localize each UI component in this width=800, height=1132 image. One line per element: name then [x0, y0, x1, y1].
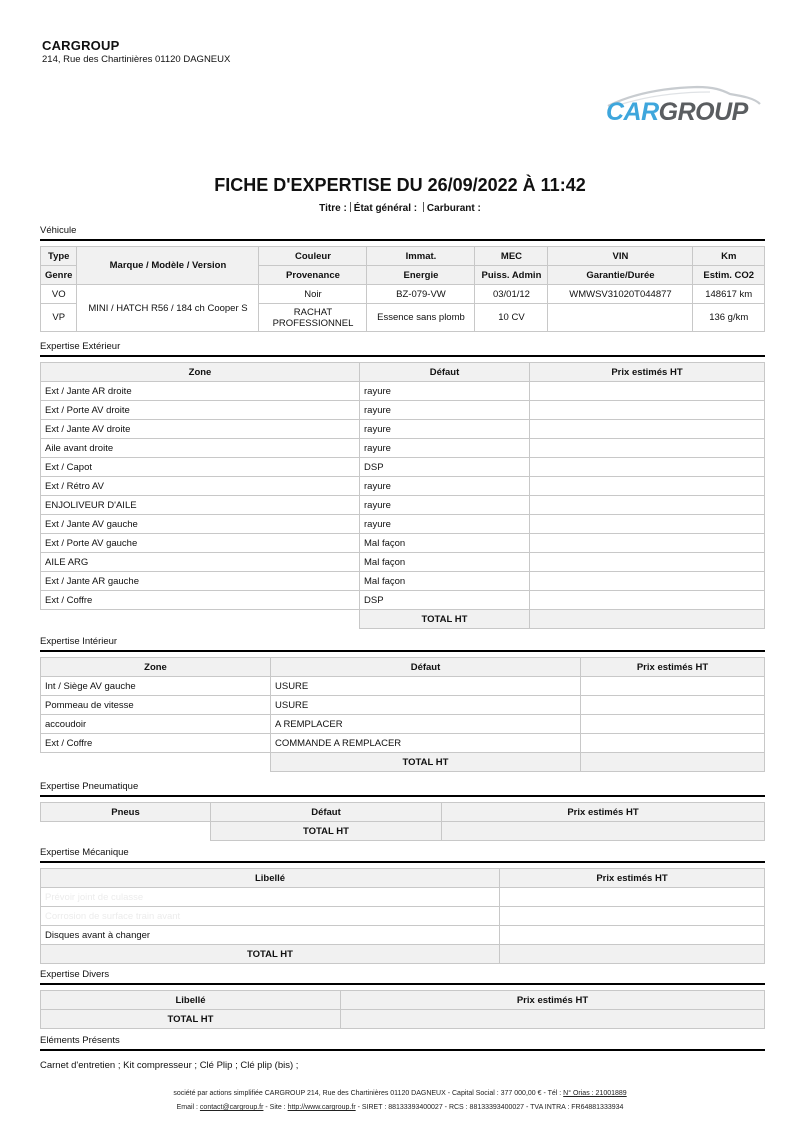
table-row [41, 439, 765, 458]
zone-cell: Int / Siège AV gauche [41, 677, 271, 696]
table-row [41, 420, 765, 439]
prix-cell [530, 458, 765, 477]
defaut-cell: DSP [360, 591, 530, 610]
prix-cell [530, 382, 765, 401]
prix-cell [500, 888, 765, 907]
prix-cell [500, 926, 765, 945]
immat-value: BZ-079-VW [367, 285, 475, 304]
col-immat: Immat. [367, 247, 475, 266]
section-title: Expertise Extérieur [40, 341, 765, 357]
divers-table [40, 990, 765, 1029]
prix-cell [530, 439, 765, 458]
vin-value: WMWSV31020T044877 [548, 285, 693, 304]
logo-group-text: GROUP [658, 98, 748, 126]
document-subtitle [0, 202, 800, 214]
company-header [42, 38, 230, 65]
defaut-cell: A REMPLACER [271, 715, 581, 734]
total-value [442, 822, 765, 841]
site-label: - Site : [263, 1104, 288, 1111]
col-garantie: Garantie/Durée [548, 266, 693, 285]
email-label: Email : [176, 1104, 200, 1111]
col-couleur: Couleur [259, 247, 367, 266]
elements-section [40, 1035, 765, 1071]
defaut-cell: USURE [271, 677, 581, 696]
header-row [41, 658, 765, 677]
table-row [41, 496, 765, 515]
puissance-value: 10 CV [475, 304, 548, 332]
defaut-cell: rayure [360, 496, 530, 515]
divers-section [40, 969, 765, 1029]
total-row [41, 945, 765, 964]
libelle-cell: Prévoir joint de culasse [41, 888, 500, 907]
mecanique-table [40, 868, 765, 964]
footer-line-2 [0, 1101, 800, 1115]
prix-cell [530, 420, 765, 439]
col-mec: MEC [475, 247, 548, 266]
table-row [41, 401, 765, 420]
libelle-cell: Disques avant à changer [41, 926, 500, 945]
total-label: TOTAL HT [41, 945, 500, 964]
table-row [41, 734, 765, 753]
logo-car-text: CAR [606, 98, 659, 126]
col-prix: Prix estimés HT [500, 869, 765, 888]
prix-cell [581, 696, 765, 715]
col-prix: Prix estimés HT [581, 658, 765, 677]
vehicule-section [40, 225, 765, 332]
total-label: TOTAL HT [360, 610, 530, 629]
defaut-cell: rayure [360, 439, 530, 458]
section-title: Expertise Mécanique [40, 847, 765, 863]
table-row [41, 458, 765, 477]
footer-company-info: société par actions simplifiée CARGROUP 214, Rue des Chartinières 01120 DAGNEUX - Capital Social : 377 000,00 € - Tél : [173, 1090, 564, 1097]
table-row [41, 477, 765, 496]
total-value [581, 753, 765, 772]
section-title: Expertise Divers [40, 969, 765, 985]
col-defaut: Défaut [360, 363, 530, 382]
total-row [41, 610, 765, 629]
pneumatique-table [40, 802, 765, 841]
table-row [41, 926, 765, 945]
defaut-cell: Mal façon [360, 534, 530, 553]
table-row [41, 696, 765, 715]
col-pneus: Pneus [41, 803, 211, 822]
prix-cell [581, 734, 765, 753]
table-row [41, 888, 765, 907]
energie-value: Essence sans plomb [367, 304, 475, 332]
prix-cell [530, 534, 765, 553]
mec-value: 03/01/12 [475, 285, 548, 304]
document-title: FICHE D'EXPERTISE DU 26/09/2022 À 11:42 [214, 175, 586, 195]
col-provenance: Provenance [259, 266, 367, 285]
total-row [41, 822, 765, 841]
defaut-cell: Mal façon [360, 553, 530, 572]
col-km: Km [693, 247, 765, 266]
zone-cell: Ext / Jante AV droite [41, 420, 360, 439]
col-prix: Prix estimés HT [341, 991, 765, 1010]
company-name: CARGROUP [42, 38, 120, 53]
elements-list: Carnet d'entretien ; Kit compresseur ; Clé Plip ; Clé plip (bis) ; [40, 1060, 299, 1071]
section-title: Expertise Intérieur [40, 636, 765, 652]
zone-cell: accoudoir [41, 715, 271, 734]
defaut-cell: COMMANDE A REMPLACER [271, 734, 581, 753]
orias-link[interactable]: N° Orias : 21001889 [563, 1090, 627, 1097]
zone-cell: Ext / Porte AV gauche [41, 534, 360, 553]
col-co2: Estim. CO2 [693, 266, 765, 285]
separator [423, 202, 424, 212]
prix-cell [530, 515, 765, 534]
footer-registration: - SIRET : 88133393400027 - RCS : 88133393400027 - TVA INTRA : FR64881333934 [355, 1104, 624, 1111]
blank-cell [41, 753, 271, 772]
zone-cell: Ext / Jante AR gauche [41, 572, 360, 591]
interieur-table [40, 657, 765, 772]
type-value: VO [41, 285, 77, 304]
vehicule-table [40, 246, 765, 332]
zone-cell: AILE ARG [41, 553, 360, 572]
zone-cell: Ext / Coffre [41, 591, 360, 610]
couleur-value: Noir [259, 285, 367, 304]
interieur-section [40, 636, 765, 772]
table-row [41, 907, 765, 926]
zone-cell: ENJOLIVEUR D'AILE [41, 496, 360, 515]
defaut-cell: USURE [271, 696, 581, 715]
modele-value: MINI / HATCH R56 / 184 ch Cooper S [77, 285, 259, 332]
table-row [41, 515, 765, 534]
km-value: 148617 km [693, 285, 765, 304]
header-row [41, 247, 765, 266]
prix-cell [500, 907, 765, 926]
defaut-cell: rayure [360, 401, 530, 420]
footer-line-1 [0, 1087, 800, 1101]
defaut-cell: rayure [360, 477, 530, 496]
col-libelle: Libellé [41, 869, 500, 888]
email-link[interactable]: contact@cargroup.fr [199, 1104, 264, 1111]
table-row [41, 715, 765, 734]
table-row [41, 534, 765, 553]
pneumatique-section [40, 781, 765, 841]
total-value [500, 945, 765, 964]
zone-cell: Ext / Capot [41, 458, 360, 477]
header-row [41, 991, 765, 1010]
zone-cell: Ext / Jante AV gauche [41, 515, 360, 534]
section-title: Expertise Pneumatique [40, 781, 765, 797]
table-row [41, 677, 765, 696]
separator [350, 202, 351, 212]
header-row [41, 803, 765, 822]
defaut-cell: Mal façon [360, 572, 530, 591]
mecanique-section [40, 847, 765, 964]
table-row [41, 382, 765, 401]
libelle-cell: Corrosion de surface train avant [41, 907, 500, 926]
col-defaut: Défaut [271, 658, 581, 677]
header-row [41, 869, 765, 888]
page-footer [0, 1087, 800, 1115]
table-row [41, 285, 765, 304]
prix-cell [530, 496, 765, 515]
company-address: 214, Rue des Chartinières 01120 DAGNEUX [42, 54, 231, 65]
col-energie: Energie [367, 266, 475, 285]
blank-cell [41, 610, 360, 629]
exterieur-section [40, 341, 765, 629]
prix-cell [581, 677, 765, 696]
prix-cell [530, 401, 765, 420]
table-row [41, 553, 765, 572]
zone-cell: Aile avant droite [41, 439, 360, 458]
site-link[interactable]: http://www.cargroup.fr [287, 1104, 356, 1111]
total-row [41, 753, 765, 772]
col-zone: Zone [41, 363, 360, 382]
total-value [341, 1010, 765, 1029]
titre-label: Titre : [319, 203, 347, 214]
total-label: TOTAL HT [41, 1010, 341, 1029]
col-vin: VIN [548, 247, 693, 266]
zone-cell: Ext / Porte AV droite [41, 401, 360, 420]
defaut-cell: rayure [360, 515, 530, 534]
carburant-label: Carburant : [426, 203, 481, 214]
cargroup-logo [602, 80, 764, 130]
col-libelle: Libellé [41, 991, 341, 1010]
col-type: Type [41, 247, 77, 266]
co2-value: 136 g/km [693, 304, 765, 332]
prix-cell [530, 477, 765, 496]
prix-cell [530, 591, 765, 610]
col-genre: Genre [41, 266, 77, 285]
col-prix: Prix estimés HT [442, 803, 765, 822]
col-defaut: Défaut [211, 803, 442, 822]
total-label: TOTAL HT [271, 753, 581, 772]
table-row [41, 572, 765, 591]
prix-cell [530, 553, 765, 572]
col-puissance: Puiss. Admin [475, 266, 548, 285]
provenance-value: RACHAT PROFESSIONNEL [259, 304, 367, 332]
etat-general-label: État général : [353, 203, 418, 214]
genre-value: VP [41, 304, 77, 332]
prix-cell [581, 715, 765, 734]
defaut-cell: DSP [360, 458, 530, 477]
defaut-cell: rayure [360, 382, 530, 401]
col-prix: Prix estimés HT [530, 363, 765, 382]
total-row [41, 1010, 765, 1029]
exterieur-table [40, 362, 765, 629]
prix-cell [530, 572, 765, 591]
zone-cell: Ext / Coffre [41, 734, 271, 753]
section-title: Eléments Présents [40, 1035, 765, 1051]
total-value [530, 610, 765, 629]
zone-cell: Ext / Jante AR droite [41, 382, 360, 401]
col-marque: Marque / Modèle / Version [77, 247, 259, 285]
header-row [41, 363, 765, 382]
defaut-cell: rayure [360, 420, 530, 439]
col-zone: Zone [41, 658, 271, 677]
section-title: Véhicule [40, 225, 765, 241]
zone-cell: Ext / Rétro AV [41, 477, 360, 496]
zone-cell: Pommeau de vitesse [41, 696, 271, 715]
table-row [41, 591, 765, 610]
total-label: TOTAL HT [211, 822, 442, 841]
garantie-value [548, 304, 693, 332]
